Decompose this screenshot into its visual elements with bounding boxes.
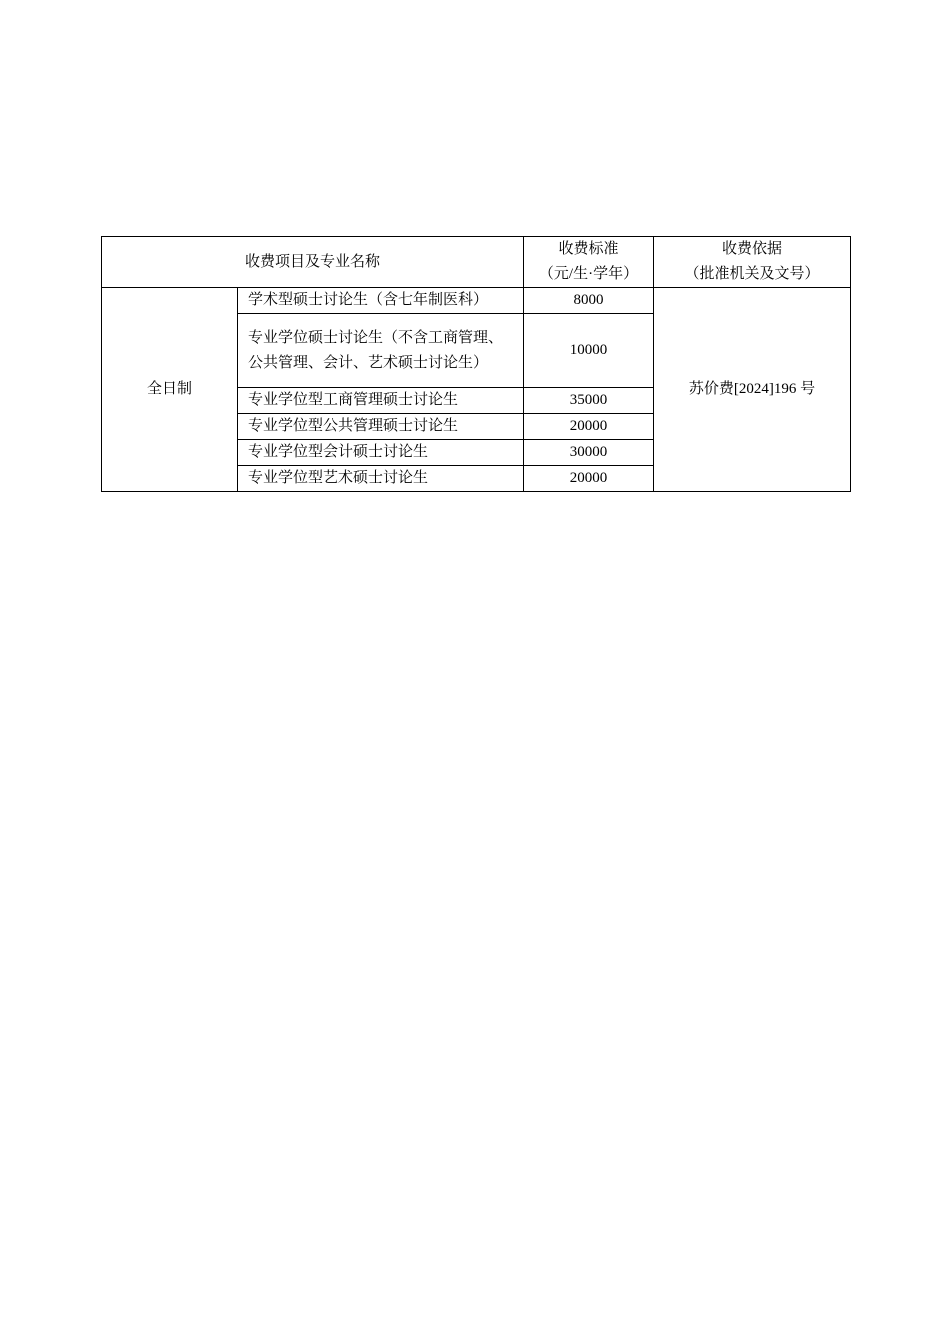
basis-label: 苏价费[2024]196 号 [688, 381, 816, 397]
header-basis-cell [654, 237, 851, 288]
fee-table [101, 236, 851, 492]
header-item-cell [102, 237, 524, 288]
header-standard-label: 收费标准 [558, 241, 619, 257]
table-row [102, 288, 851, 314]
category-cell [102, 288, 238, 492]
header-standard-unit: （元/生·学年） [538, 266, 639, 282]
fee-cell: 20000 [524, 414, 654, 440]
basis-cell [654, 288, 851, 492]
fee-cell: 20000 [524, 466, 654, 492]
fee-cell: 8000 [524, 288, 654, 314]
category-label: 全日制 [146, 381, 192, 397]
fee-cell: 30000 [524, 440, 654, 466]
item-name-cell: 专业学位型工商管理硕士讨论生 [238, 388, 524, 414]
item-name-cell: 专业学位硕士讨论生（不含工商管理、公共管理、会计、艺术硕士讨论生） [238, 314, 524, 388]
item-name-cell: 专业学位型会计硕士讨论生 [238, 440, 524, 466]
table-header-row [102, 237, 851, 288]
item-name-cell: 专业学位型公共管理硕士讨论生 [238, 414, 524, 440]
item-name-cell: 专业学位型艺术硕士讨论生 [238, 466, 524, 492]
fee-cell: 10000 [524, 314, 654, 388]
item-name-cell: 学术型硕士讨论生（含七年制医科） [238, 288, 524, 314]
header-standard-cell [524, 237, 654, 288]
header-basis-label: 收费依据 [722, 241, 783, 257]
header-basis-note: （批准机关及文号） [684, 266, 820, 282]
fee-cell: 35000 [524, 388, 654, 414]
header-item-label: 收费项目及专业名称 [245, 253, 381, 270]
